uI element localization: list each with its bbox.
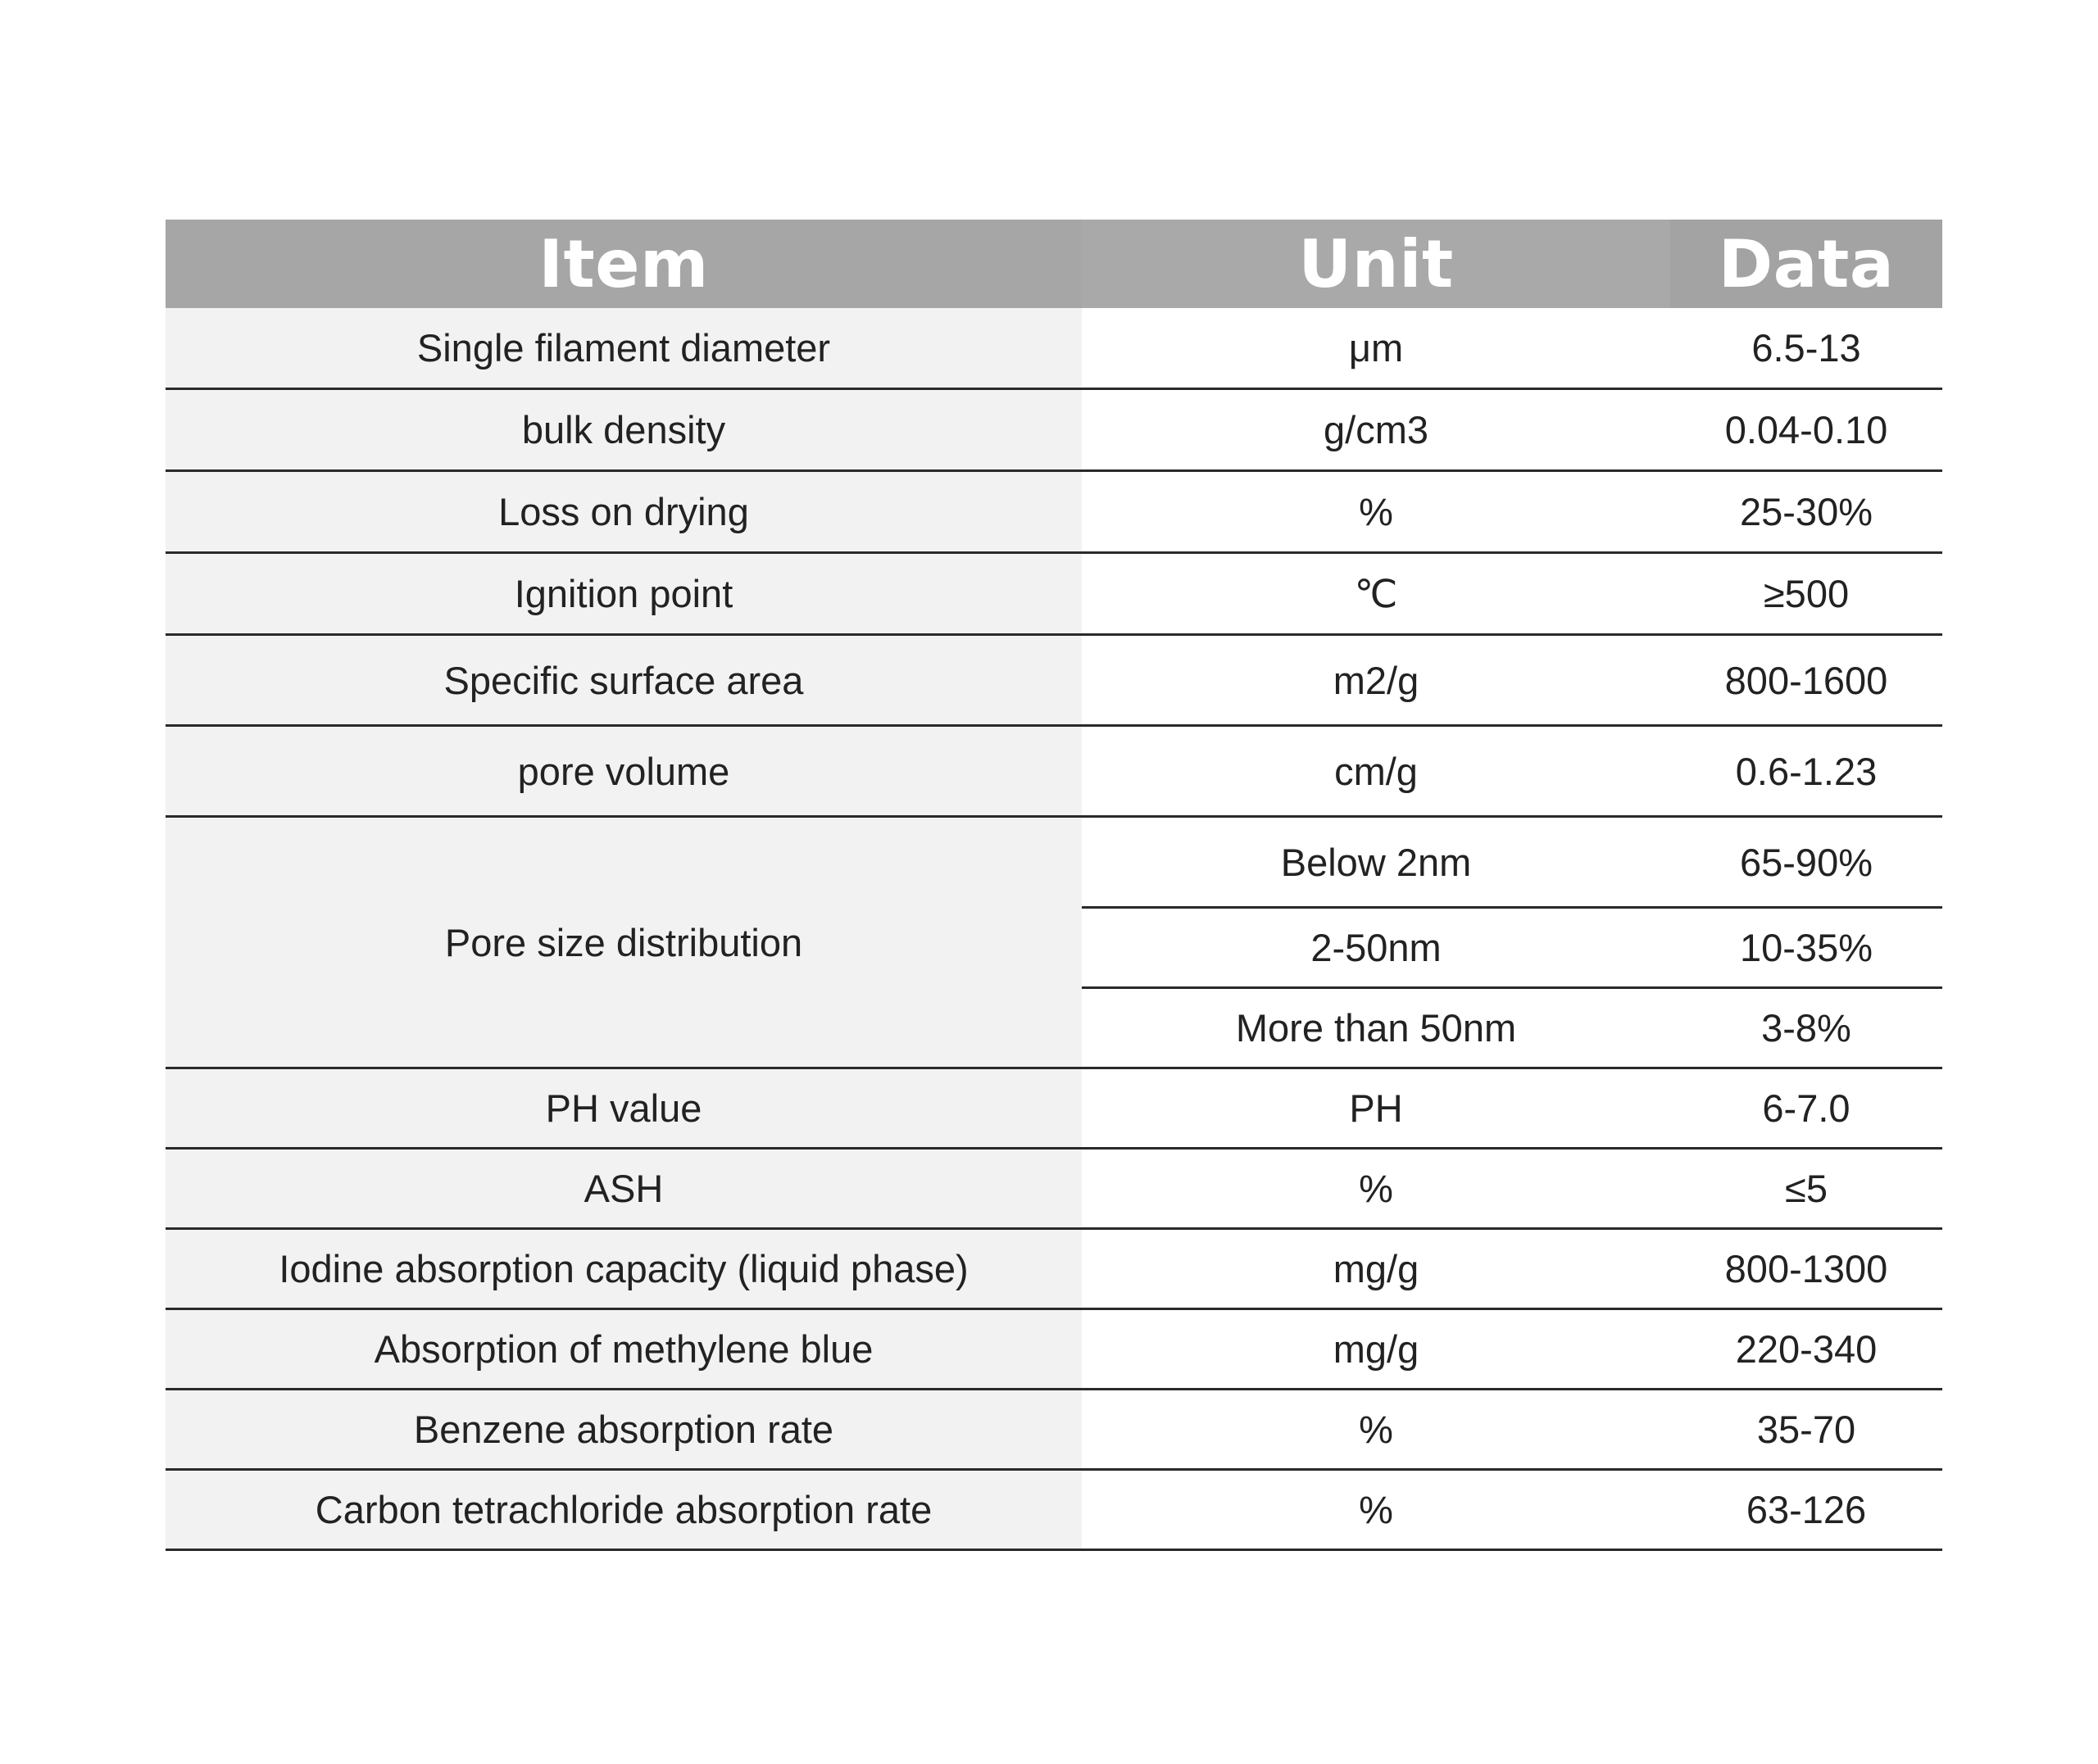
row-item: Loss on drying	[166, 471, 1082, 553]
row-unit: %	[1082, 1390, 1670, 1470]
row-data: 800-1600	[1670, 635, 1942, 726]
table-row	[166, 1229, 1942, 1309]
row-item: Carbon tetrachloride absorption rate	[166, 1470, 1082, 1550]
table-row	[166, 726, 1942, 817]
row-data: 3-8%	[1670, 988, 1942, 1068]
row-item-pore-size: Pore size distribution	[166, 817, 1082, 1068]
row-data: 0.6-1.23	[1670, 726, 1942, 817]
header-item: Item	[166, 220, 1082, 308]
row-data: 10-35%	[1670, 908, 1942, 988]
table-row	[166, 1309, 1942, 1390]
table-row	[166, 635, 1942, 726]
row-item: Single filament diameter	[166, 308, 1082, 389]
row-unit: %	[1082, 1149, 1670, 1229]
row-item: Absorption of methylene blue	[166, 1309, 1082, 1390]
table-row-pore-size	[166, 817, 1942, 908]
row-unit: PH	[1082, 1068, 1670, 1149]
table-row	[166, 308, 1942, 389]
table-header	[166, 220, 1942, 308]
row-unit: ℃	[1082, 553, 1670, 635]
row-data: 65-90%	[1670, 817, 1942, 908]
table-row	[166, 471, 1942, 553]
spec-table	[166, 220, 1942, 1551]
row-item: ASH	[166, 1149, 1082, 1229]
row-unit: More than 50nm	[1082, 988, 1670, 1068]
row-data: ≥500	[1670, 553, 1942, 635]
table-body	[166, 308, 1942, 1550]
table-row	[166, 553, 1942, 635]
table-row	[166, 1149, 1942, 1229]
row-data: 220-340	[1670, 1309, 1942, 1390]
row-data: 800-1300	[1670, 1229, 1942, 1309]
row-unit: Below 2nm	[1082, 817, 1670, 908]
row-unit: %	[1082, 471, 1670, 553]
row-item: Iodine absorption capacity (liquid phase)	[166, 1229, 1082, 1309]
row-item: bulk density	[166, 389, 1082, 471]
row-unit: g/cm3	[1082, 389, 1670, 471]
row-item: Specific surface area	[166, 635, 1082, 726]
row-data: 6.5-13	[1670, 308, 1942, 389]
row-unit: m2/g	[1082, 635, 1670, 726]
row-data: 6-7.0	[1670, 1068, 1942, 1149]
table-row	[166, 1068, 1942, 1149]
table-row	[166, 1390, 1942, 1470]
header-data: Data	[1670, 220, 1942, 308]
row-item: PH value	[166, 1068, 1082, 1149]
row-data: 0.04-0.10	[1670, 389, 1942, 471]
header-unit: Unit	[1082, 220, 1670, 308]
row-item: Ignition point	[166, 553, 1082, 635]
row-data: ≤5	[1670, 1149, 1942, 1229]
row-unit: 2-50nm	[1082, 908, 1670, 988]
table-row	[166, 1470, 1942, 1550]
row-item: Benzene absorption rate	[166, 1390, 1082, 1470]
row-item: pore volume	[166, 726, 1082, 817]
row-unit: μm	[1082, 308, 1670, 389]
row-data: 25-30%	[1670, 471, 1942, 553]
row-data: 35-70	[1670, 1390, 1942, 1470]
row-unit: mg/g	[1082, 1309, 1670, 1390]
row-data: 63-126	[1670, 1470, 1942, 1550]
table-row	[166, 389, 1942, 471]
row-unit: mg/g	[1082, 1229, 1670, 1309]
row-unit: cm/g	[1082, 726, 1670, 817]
header-row	[166, 220, 1942, 308]
row-unit: %	[1082, 1470, 1670, 1550]
